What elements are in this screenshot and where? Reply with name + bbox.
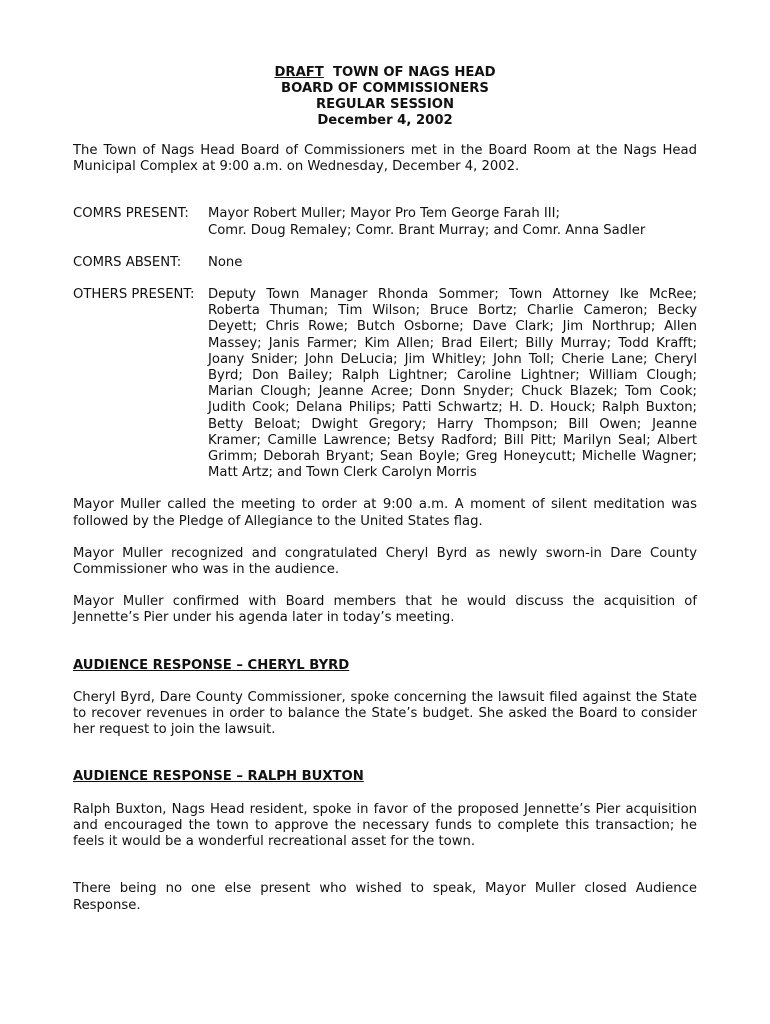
header-line-1 bbox=[73, 65, 697, 81]
present-value bbox=[208, 206, 697, 238]
town-name: TOWN OF NAGS HEAD bbox=[332, 65, 496, 80]
section-body-cheryl-byrd: Cheryl Byrd, Dare County Commissioner, spoke concerning the lawsuit filed against the State to recover revenues in order to balance the State’s budget. She asked the Board to consider her request to join the lawsuit. bbox=[73, 689, 697, 738]
others-label: OTHERS PRESENT: bbox=[73, 287, 195, 303]
section-heading-ralph-buxton: AUDIENCE RESPONSE – RALPH BUXTON bbox=[73, 769, 364, 785]
present-line-2: Comr. Doug Remaley; Comr. Brant Murray; and Comr. Anna Sadler bbox=[208, 222, 646, 238]
header-session: REGULAR SESSION bbox=[315, 97, 455, 112]
absent-value: None bbox=[208, 254, 243, 270]
present-line-1: Mayor Robert Muller; Mayor Pro Tem George Farah III; bbox=[208, 206, 560, 222]
draft-label: DRAFT bbox=[274, 65, 324, 80]
paragraph-pier-discussion: Mayor Muller confirmed with Board members that he would discuss the acquisition of Jennette’s Pier under his agenda later in today’s meeting. bbox=[73, 594, 697, 626]
commissioners-present bbox=[73, 206, 697, 238]
intro-paragraph: The Town of Nags Head Board of Commissioners met in the Board Room at the Nags Head Municipal Complex at 9:00 a.m. on Wednesday, December 4, 2002. bbox=[73, 143, 697, 175]
section-body-ralph-buxton: Ralph Buxton, Nags Head resident, spoke in favor of the proposed Jennette’s Pier acquisition and encouraged the town to approve the necessary funds to complete this transaction; he feels it would be a wonderful recreational asset for the town. bbox=[73, 801, 697, 850]
present-label: COMRS PRESENT: bbox=[73, 206, 189, 222]
document-header bbox=[73, 65, 697, 129]
absent-label: COMRS ABSENT: bbox=[73, 254, 182, 270]
others-value: Deputy Town Manager Rhonda Sommer; Town Attorney Ike McRee; Roberta Thuman; Tim Wilson; Bruce Bortz; Charlie Cameron; Becky Deyett; Chris Rowe; Butch Osborne; Dave Clark; Jim Northrup; Allen Massey; Janis Farmer; Kim Allen; Brad Eilert; Billy Murray; Todd Krafft; Joany Snider; John DeLucia; Jim Whitley; John Toll; Cherie Lane; Cheryl Byrd; Don Bailey; Ralph Lightner; Caroline Lightner; William Clough; Marian Clough; Jeanne Acree; Donn Snyder; Chuck Blazek; Tom Cook; Judith Cook; Delana Philips; Patti Schwartz; H. D. Houck; Ralph Buxton; Betty Beloat; Dwight Gregory; Harry Thompson; Bill Owen; Jeanne Kramer; Camille Lawrence; Betsy Radford; Bill Pitt; Marilyn Seal; Albert Grimm; Deborah Bryant; Sean Boyle; Greg Honeycutt; Michelle Wagner; Matt Artz; and Town Clerk Carolyn Morris bbox=[208, 287, 697, 481]
others-present bbox=[73, 287, 697, 481]
section-heading-cheryl-byrd: AUDIENCE RESPONSE – CHERYL BYRD bbox=[73, 657, 350, 673]
header-date: December 4, 2002 bbox=[317, 113, 453, 128]
header-board: BOARD OF COMMISSIONERS bbox=[281, 81, 489, 96]
minutes-page bbox=[73, 65, 697, 914]
closing-paragraph: There being no one else present who wished to speak, Mayor Muller closed Audience Response. bbox=[73, 881, 697, 913]
commissioners-absent bbox=[73, 255, 697, 271]
paragraph-call-to-order: Mayor Muller called the meeting to order at 9:00 a.m. A moment of silent meditation was followed by the Pledge of Allegiance to the United States flag. bbox=[73, 497, 697, 529]
paragraph-recognition: Mayor Muller recognized and congratulated Cheryl Byrd as newly sworn-in Dare County Commissioner who was in the audience. bbox=[73, 545, 697, 578]
